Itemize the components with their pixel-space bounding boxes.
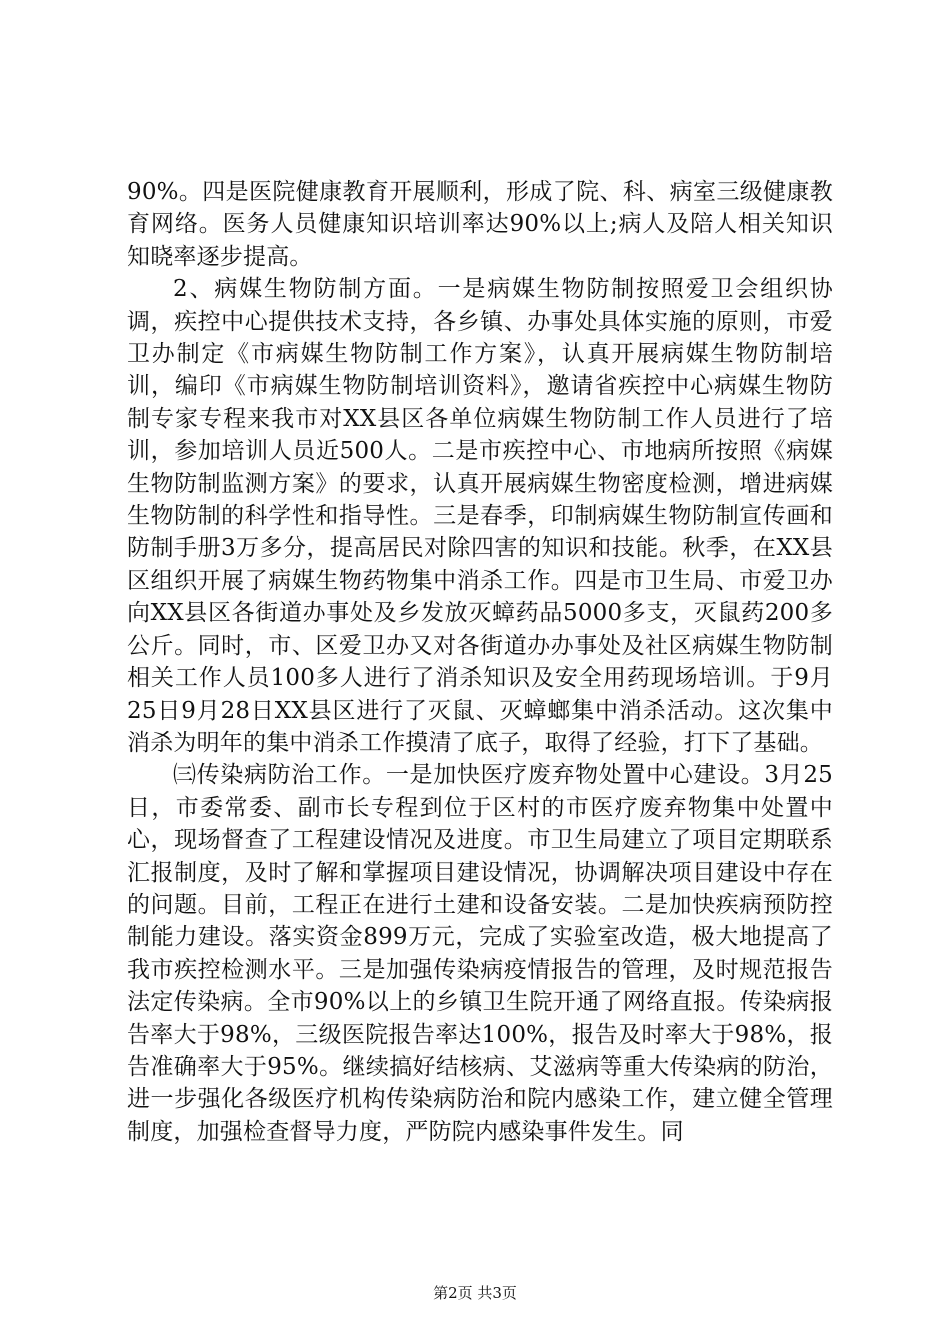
page-number-footer: 第2页 共3页 — [433, 1284, 517, 1302]
paragraph-infectious-disease: ㈢传染病防治工作。一是加快医疗废弃物处置中心建设。3月25日，市委常委、副市长专程到位于区村的市医疗废弃物集中处置中心，现场督查了工程建设情况及进度。市卫生局建立了项目定期联系汇报制度，及时了解和掌握项目建设情况，协调解决项目建设中存在的问题。目前，工程正在进行土建和设备安装。二是加快疾病预防控制能力建设。落实资金899万元，完成了实验室改造，极大地提高了我市疾控检测水平。三是加强传染病疫情报告的管理，及时规范报告法定传染病。全市90%以上的乡镇卫生院开通了网络直报。传染病报告率大于98%，三级医院报告率达100%，报告及时率大于98%，报告准确率大于95%。继续搞好结核病、艾滋病等重大传染病的防治，进一步强化各级医疗机构传染病防治和院内感染工作，建立健全管理制度，加强检查督导力度，严防院内感染事件发生。同 — [127, 762, 833, 1145]
document-body — [127, 176, 833, 1148]
paragraph-vector-control: 2、病媒生物防制方面。一是病媒生物防制按照爱卫会组织协调，疾控中心提供技术支持，各乡镇、办事处具体实施的原则，市爱卫办制定《市病媒生物防制工作方案》，认真开展病媒生物防制培训，编印《市病媒生物防制培训资料》，邀请省疾控中心病媒生物防制专家专程来我市对XX县区各单位病媒生物防制工作人员进行了培训，参加培训人员近500人。二是市疾控中心、市地病所按照《病媒生物防制监测方案》的要求，认真开展病媒生物密度检测，增进病媒生物防制的科学性和指导性。三是春季，印制病媒生物防制宣传画和防制手册3万多分，提高居民对除四害的知识和技能。秋季，在XX县区组织开展了病媒生物药物集中消杀工作。四是市卫生局、市爱卫办向XX县区各街道办事处及乡发放灭蟑药品5000多支，灭鼠药200多公斤。同时，市、区爱卫办又对各街道办办事处及社区病媒生物防制相关工作人员100多人进行了消杀知识及安全用药现场培训。于9月25日9月28日XX县区进行了灭鼠、灭蟑螂集中消杀活动。这次集中消杀为明年的集中消杀工作摸清了底子，取得了经验，打下了基础。 — [127, 276, 833, 756]
paragraph-continued: 90%。四是医院健康教育开展顺利，形成了院、科、病室三级健康教育网络。医务人员健康知识培训率达90%以上;病人及陪人相关知识知晓率逐步提高。 — [127, 179, 833, 270]
